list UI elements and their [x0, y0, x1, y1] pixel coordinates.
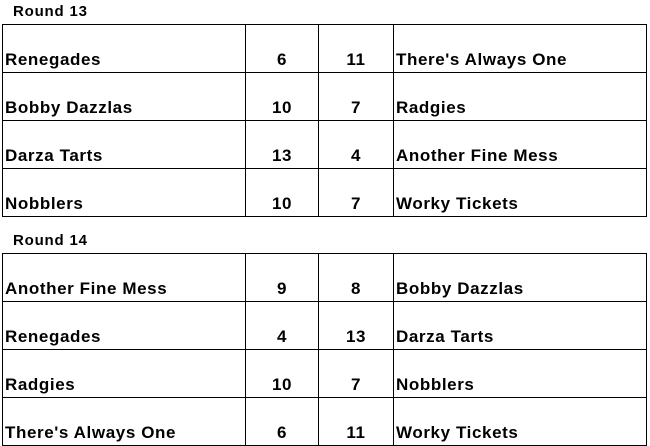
away-score-cell: 13	[319, 302, 394, 350]
home-team-cell: Darza Tarts	[3, 121, 246, 169]
home-score-cell: 10	[246, 169, 319, 217]
away-team-cell: Worky Tickets	[394, 169, 647, 217]
away-score-cell: 7	[319, 169, 394, 217]
round-14-section	[2, 232, 648, 446]
home-score-cell: 4	[246, 302, 319, 350]
away-team-cell: Bobby Dazzlas	[394, 254, 647, 302]
away-team-cell: Worky Tickets	[394, 398, 647, 446]
round-13-results-table	[2, 24, 647, 217]
home-team-cell: Bobby Dazzlas	[3, 73, 246, 121]
away-score-cell: 11	[319, 25, 394, 73]
away-score-cell: 11	[319, 398, 394, 446]
match-row	[3, 25, 647, 73]
home-team-cell: Nobblers	[3, 169, 246, 217]
match-row	[3, 398, 647, 446]
away-team-cell: There's Always One	[394, 25, 647, 73]
match-row	[3, 169, 647, 217]
home-team-cell: Another Fine Mess	[3, 254, 246, 302]
away-score-cell: 4	[319, 121, 394, 169]
away-score-cell: 7	[319, 73, 394, 121]
away-score-cell: 7	[319, 350, 394, 398]
home-team-cell: There's Always One	[3, 398, 246, 446]
away-team-cell: Nobblers	[394, 350, 647, 398]
home-team-cell: Renegades	[3, 302, 246, 350]
home-score-cell: 9	[246, 254, 319, 302]
away-score-cell: 8	[319, 254, 394, 302]
round-title: Round 13	[13, 3, 88, 20]
home-score-cell: 10	[246, 350, 319, 398]
away-team-cell: Another Fine Mess	[394, 121, 647, 169]
round-14-results-table	[2, 253, 647, 446]
home-score-cell: 10	[246, 73, 319, 121]
home-team-cell: Radgies	[3, 350, 246, 398]
home-score-cell: 13	[246, 121, 319, 169]
match-row	[3, 254, 647, 302]
away-team-cell: Radgies	[394, 73, 647, 121]
match-row	[3, 350, 647, 398]
match-row	[3, 121, 647, 169]
match-row	[3, 73, 647, 121]
match-row	[3, 302, 647, 350]
round-13-section	[2, 3, 648, 217]
home-team-cell: Renegades	[3, 25, 246, 73]
home-score-cell: 6	[246, 25, 319, 73]
round-title: Round 14	[13, 232, 88, 249]
home-score-cell: 6	[246, 398, 319, 446]
away-team-cell: Darza Tarts	[394, 302, 647, 350]
